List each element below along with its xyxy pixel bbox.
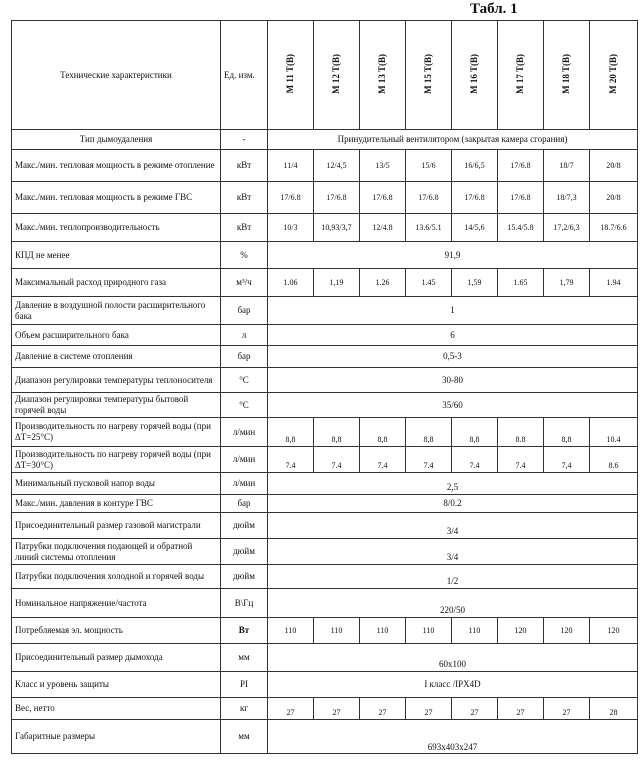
spec-row: [12, 565, 638, 589]
header-model: M 13 T(B): [360, 21, 406, 130]
row-model-value: 1.94: [590, 269, 638, 297]
row-model-value: 7.4: [452, 447, 498, 473]
row-unit: м³/ч: [221, 269, 268, 297]
row-unit: В\Гц: [221, 589, 268, 618]
row-unit: мм: [221, 720, 268, 754]
row-model-value: 11/4: [268, 150, 314, 182]
row-model-value: 7.4: [314, 447, 360, 473]
row-unit: дюйм: [221, 513, 268, 539]
row-model-value: 1,59: [452, 269, 498, 297]
row-model-value: 120: [498, 618, 544, 644]
row-label: Присоединительный размер дымохода: [12, 644, 221, 672]
row-common-value: 35/60: [268, 393, 638, 418]
row-label: Объем расширительного бака: [12, 325, 221, 346]
row-unit: кВт: [221, 214, 268, 242]
row-label: Макс./мин. тепловая мощность в режиме ГВС: [12, 182, 221, 214]
spec-table-body: [12, 21, 638, 754]
row-model-value: 120: [590, 618, 638, 644]
spec-row: [12, 672, 638, 698]
row-model-value: 1,19: [314, 269, 360, 297]
row-label: Производительность по нагреву горячей воды (при ΔT=30°С): [12, 447, 221, 473]
row-model-value: 27: [544, 698, 590, 720]
row-model-value: 1.65: [498, 269, 544, 297]
row-label: Номинальное напряжение/частота: [12, 589, 221, 618]
row-model-value: 7.4: [360, 447, 406, 473]
spec-row: [12, 644, 638, 672]
row-model-value: 8,8: [268, 418, 314, 447]
spec-row: [12, 495, 638, 513]
row-unit: кВт: [221, 150, 268, 182]
row-unit: °С: [221, 368, 268, 393]
row-common-value: 60x100: [268, 644, 638, 672]
row-model-value: 27: [360, 698, 406, 720]
spec-row: [12, 513, 638, 539]
row-model-value: 1.26: [360, 269, 406, 297]
row-model-value: 120: [544, 618, 590, 644]
spec-row: [12, 214, 638, 242]
row-model-value: 7.4: [406, 447, 452, 473]
header-model: M 17 T(B): [498, 21, 544, 130]
header-model: M 15 T(B): [406, 21, 452, 130]
row-model-value: 8,8: [314, 418, 360, 447]
row-unit: л/мин: [221, 473, 268, 495]
header-param: Технические характеристики: [12, 21, 221, 130]
row-model-value: 17/6.8: [360, 182, 406, 214]
spec-row: [12, 447, 638, 473]
row-common-value: 693x403x247: [268, 720, 638, 754]
row-model-value: 18/7: [544, 150, 590, 182]
row-model-value: 15.4/5.8: [498, 214, 544, 242]
row-model-value: 20/8: [590, 182, 638, 214]
row-model-value: 17,2/6,3: [544, 214, 590, 242]
row-common-value: 30-80: [268, 368, 638, 393]
row-model-value: 110: [268, 618, 314, 644]
spec-row: [12, 698, 638, 720]
row-common-value: I класс /IPX4D: [268, 672, 638, 698]
row-unit: л/мин: [221, 418, 268, 447]
row-model-value: 8,8: [544, 418, 590, 447]
spec-row: [12, 720, 638, 754]
row-model-value: 17/6.8: [314, 182, 360, 214]
row-label: Вес, нетто: [12, 698, 221, 720]
row-common-value: Принудительный вентилятором (закрытая камера сгорания): [268, 130, 638, 150]
row-model-value: 17/6.8: [452, 182, 498, 214]
header-unit: Ед. изм.: [221, 21, 268, 130]
row-label: Минимальный пусковой напор воды: [12, 473, 221, 495]
header-model: M 11 T(B): [268, 21, 314, 130]
row-common-value: 6: [268, 325, 638, 346]
row-common-value: 0,5-3: [268, 346, 638, 368]
row-unit: -: [221, 130, 268, 150]
row-label: Давление в системе отопления: [12, 346, 221, 368]
row-common-value: 8/0.2: [268, 495, 638, 513]
row-model-value: 7.4: [268, 447, 314, 473]
spec-row: [12, 150, 638, 182]
row-model-value: 8.6: [590, 447, 638, 473]
row-unit: PI: [221, 672, 268, 698]
row-label: Производительность по нагреву горячей воды (при ΔT=25°С): [12, 418, 221, 447]
spec-row: [12, 269, 638, 297]
row-common-value: 220/50: [268, 589, 638, 618]
row-label: Диапазон регулировки температуры теплоносителя: [12, 368, 221, 393]
row-model-value: 27: [452, 698, 498, 720]
row-unit: бар: [221, 346, 268, 368]
row-model-value: 12/4,5: [314, 150, 360, 182]
row-label: Габаритные размеры: [12, 720, 221, 754]
row-label: Диапазон регулировки температуры бытовой горячей воды: [12, 393, 221, 418]
row-model-value: 27: [268, 698, 314, 720]
spec-row: [12, 297, 638, 325]
row-model-value: 27: [406, 698, 452, 720]
row-model-value: 20/8: [590, 150, 638, 182]
row-model-value: 18.7/6.6: [590, 214, 638, 242]
row-model-value: 14/5,6: [452, 214, 498, 242]
row-common-value: 2,5: [268, 473, 638, 495]
spec-row: [12, 618, 638, 644]
row-unit: бар: [221, 495, 268, 513]
row-label: Потребляемая эл. мощность: [12, 618, 221, 644]
row-model-value: 17/6.8: [406, 182, 452, 214]
spec-row: [12, 539, 638, 565]
spec-row: [12, 589, 638, 618]
spec-row: [12, 418, 638, 447]
row-model-value: 8,8: [360, 418, 406, 447]
row-model-value: 17/6.8: [498, 182, 544, 214]
spec-row: [12, 242, 638, 269]
row-model-value: 8,8: [406, 418, 452, 447]
spec-row: [12, 182, 638, 214]
row-label: Макс./мин. теплопроизводительность: [12, 214, 221, 242]
spec-row: [12, 325, 638, 346]
spec-table: [11, 20, 638, 754]
row-common-value: 3/4: [268, 513, 638, 539]
row-common-value: 3/4: [268, 539, 638, 565]
row-model-value: 110: [360, 618, 406, 644]
row-unit: °С: [221, 393, 268, 418]
row-label: Макс./мин. тепловая мощность в режиме отопление: [12, 150, 221, 182]
header-row: [12, 21, 638, 130]
table-caption: Табл. 1: [470, 1, 518, 17]
spec-row: [12, 368, 638, 393]
row-label: Давление в воздушной полости расширительного бака: [12, 297, 221, 325]
header-model: M 18 T(B): [544, 21, 590, 130]
spec-row: [12, 473, 638, 495]
row-model-value: 12/4.8: [360, 214, 406, 242]
row-model-value: 13.6/5.1: [406, 214, 452, 242]
row-unit: л: [221, 325, 268, 346]
row-model-value: 28: [590, 698, 638, 720]
row-unit: дюйм: [221, 565, 268, 589]
row-label: Класс и уровень защиты: [12, 672, 221, 698]
row-model-value: 10,93/3,7: [314, 214, 360, 242]
row-model-value: 1.06: [268, 269, 314, 297]
header-model: M 16 T(B): [452, 21, 498, 130]
row-label: Максимальный расход природного газа: [12, 269, 221, 297]
row-unit: бар: [221, 297, 268, 325]
row-model-value: 18/7,3: [544, 182, 590, 214]
row-model-value: 27: [498, 698, 544, 720]
row-model-value: 16/6,5: [452, 150, 498, 182]
row-model-value: 1.45: [406, 269, 452, 297]
row-unit: л/мин: [221, 447, 268, 473]
row-label: Макс./мин. давления в контуре ГВС: [12, 495, 221, 513]
row-common-value: 1: [268, 297, 638, 325]
row-unit: кг: [221, 698, 268, 720]
row-model-value: 1,79: [544, 269, 590, 297]
row-model-value: 15/6: [406, 150, 452, 182]
spec-row: [12, 393, 638, 418]
row-label: Присоединительный размер газовой магистрали: [12, 513, 221, 539]
spec-row: [12, 346, 638, 368]
row-label: Тип дымоудаления: [12, 130, 221, 150]
row-model-value: 27: [314, 698, 360, 720]
row-unit: мм: [221, 644, 268, 672]
row-model-value: 110: [406, 618, 452, 644]
row-common-value: 91,9: [268, 242, 638, 269]
row-model-value: 7,4: [544, 447, 590, 473]
row-model-value: 8.8: [498, 418, 544, 447]
row-model-value: 8,8: [452, 418, 498, 447]
row-unit: %: [221, 242, 268, 269]
row-model-value: 110: [452, 618, 498, 644]
row-model-value: 7.4: [498, 447, 544, 473]
row-unit: Вт: [221, 618, 268, 644]
row-label: КПД не менее: [12, 242, 221, 269]
spec-row: [12, 130, 638, 150]
header-model: M 12 T(B): [314, 21, 360, 130]
row-unit: дюйм: [221, 539, 268, 565]
row-label: Патрубки подключения подающей и обратной линий системы отопления: [12, 539, 221, 565]
row-label: Патрубки подключения холодной и горячей воды: [12, 565, 221, 589]
row-model-value: 10.4: [590, 418, 638, 447]
header-model: M 20 T(B): [590, 21, 638, 130]
row-common-value: 1/2: [268, 565, 638, 589]
row-model-value: 17/6.8: [498, 150, 544, 182]
row-model-value: 13/5: [360, 150, 406, 182]
row-model-value: 17/6.8: [268, 182, 314, 214]
row-model-value: 10/3: [268, 214, 314, 242]
row-unit: кВт: [221, 182, 268, 214]
row-model-value: 110: [314, 618, 360, 644]
